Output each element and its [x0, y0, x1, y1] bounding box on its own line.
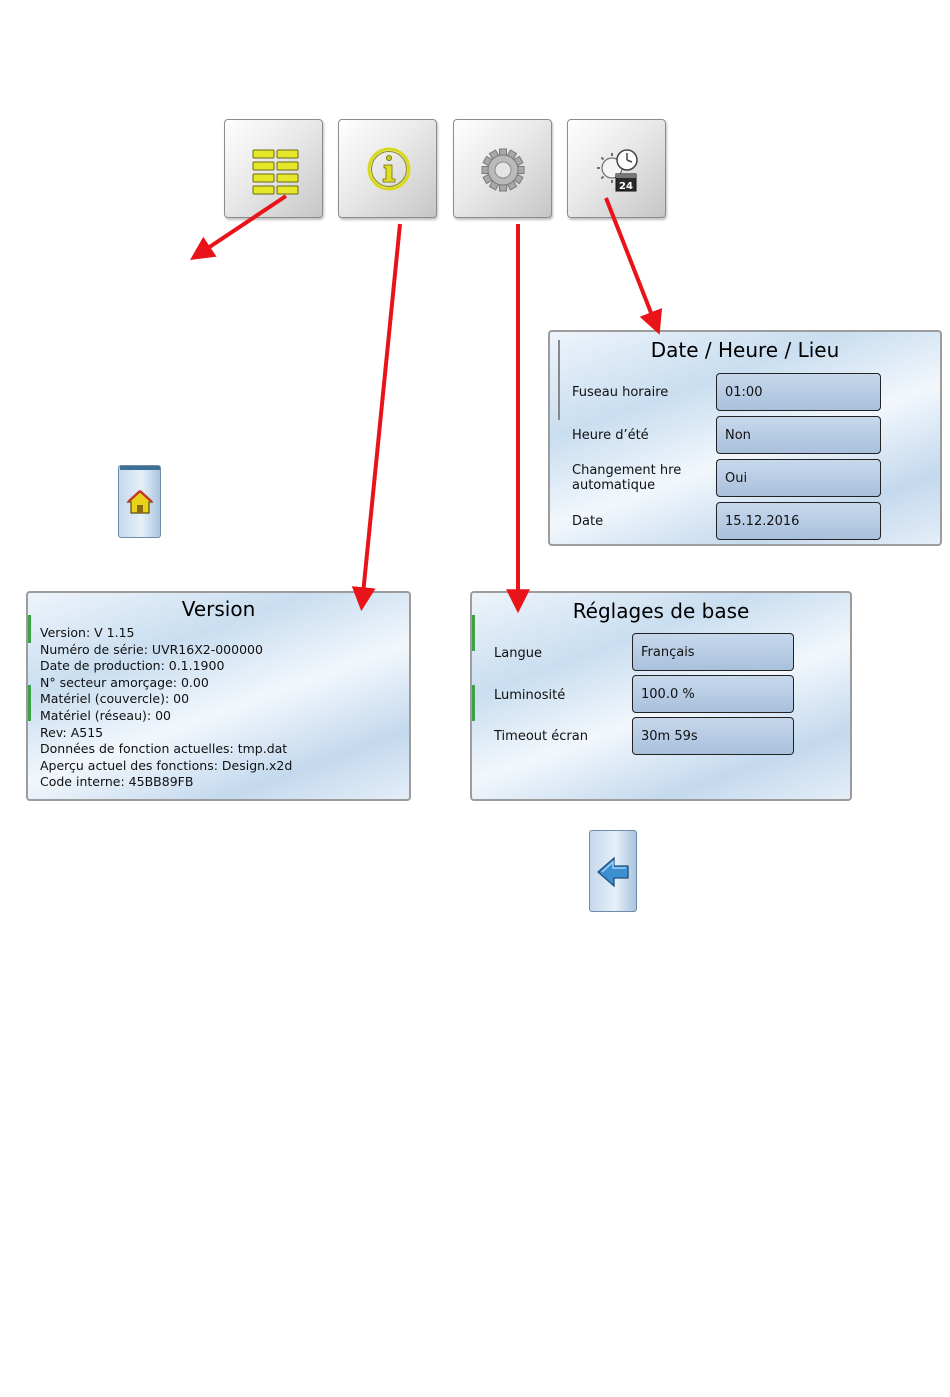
panel-title: Version: [181, 597, 256, 621]
auto-change-label: Changement hre automatique: [572, 463, 682, 493]
production-date-line: Date de production: 0.1.1900: [40, 658, 225, 674]
serial-line: Numéro de série: UVR16X2-000000: [40, 641, 263, 657]
timezone-field[interactable]: 01:00: [716, 373, 881, 411]
panel-title: Réglages de base: [572, 599, 750, 623]
screen-timeout-field[interactable]: 30m 59s: [632, 717, 794, 755]
panel-title: Date / Heure / Lieu: [650, 338, 840, 362]
auto-change-field[interactable]: Oui: [716, 459, 881, 497]
function-overview-line: Aperçu actuel des fonctions: Design.x2d: [40, 757, 293, 773]
brightness-field[interactable]: 100.0 %: [632, 675, 794, 713]
screen-timeout-label: Timeout écran: [494, 729, 588, 744]
internal-code-line: Code interne: 45BB89FB: [40, 774, 194, 790]
function-data-line: Données de fonction actuelles: tmp.dat: [40, 741, 288, 757]
arrow-to-date-time: [606, 198, 657, 328]
date-field[interactable]: 15.12.2016: [716, 502, 881, 540]
brightness-label: Luminosité: [494, 688, 566, 703]
arrow-to-menu: [196, 196, 286, 256]
calendar-badge: 24: [619, 181, 633, 192]
summer-time-label: Heure d’été: [572, 428, 649, 443]
hardware-cover-line: Matériel (couvercle): 00: [40, 691, 190, 707]
revision-line: Rev: A515: [40, 724, 104, 740]
hardware-network-line: Matériel (réseau): 00: [40, 708, 171, 723]
summer-time-field[interactable]: Non: [716, 416, 881, 454]
arrow-to-version: [362, 224, 400, 604]
language-field[interactable]: Français: [632, 633, 794, 671]
timezone-label: Fuseau horaire: [572, 385, 669, 400]
boot-sector-line: N° secteur amorçage: 0.00: [40, 674, 209, 690]
language-label: Langue: [494, 646, 542, 661]
version-line: Version: V 1.15: [40, 625, 135, 640]
date-label: Date: [572, 514, 604, 529]
